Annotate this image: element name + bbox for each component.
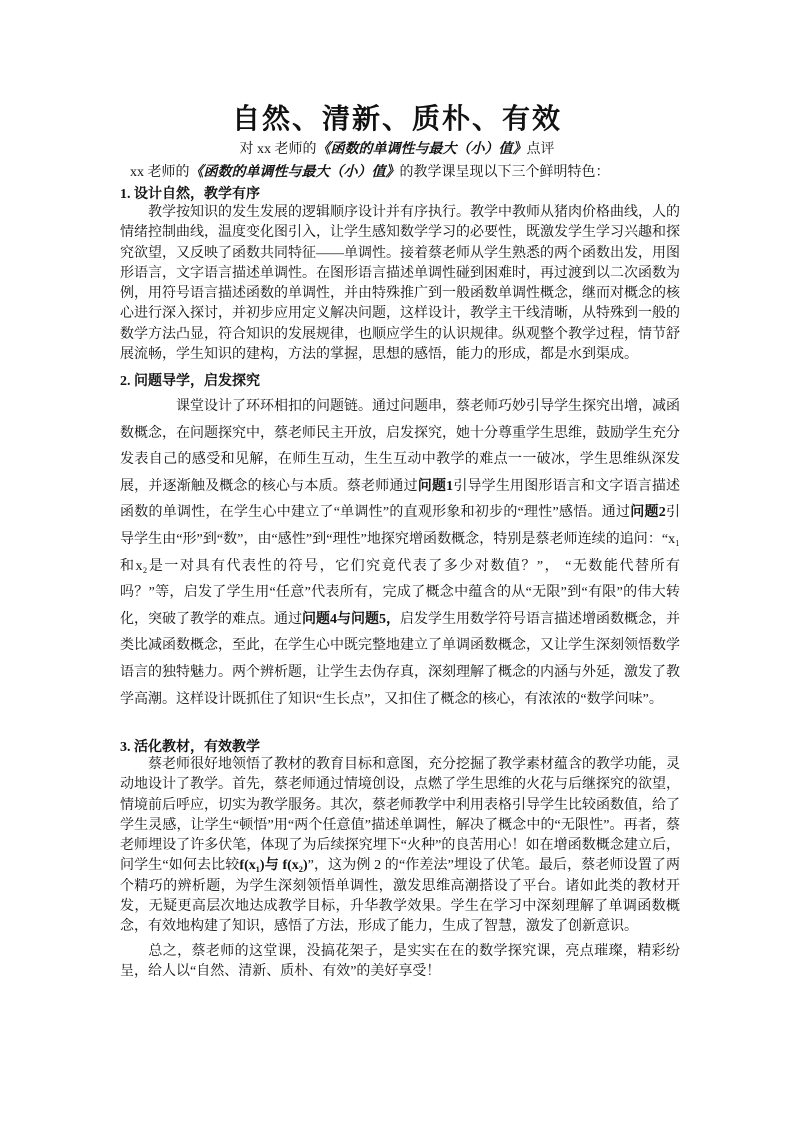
section-2-text-1: 课堂设计了环环相扣的问题链。通过问题串，蔡老师巧妙引导学生探究出增，减函数概念，在问题探究中，蔡老师民主开放，启发探究，她十分尊重学生思维，鼓励学生充分发表自己的感受和见解，在师生互动，生生互动中教学的难点一一破冰，学生思维纵深发展，并逐渐触及概念的核心与本质。蔡老师通过 (120, 399, 680, 494)
subtitle-prefix: 对 xx 老师的 (239, 142, 317, 157)
section-1-heading: 1. 设计自然，教学有序 (120, 187, 260, 202)
subtitle-suffix: 点评 (526, 142, 555, 157)
section-2-question-4-5: 问题4与问题5， (302, 611, 400, 627)
subtitle-lesson-title: 《函数的单调性与最大（小）值》 (316, 142, 527, 157)
section-2-heading: 2. 问题导学，启发探究 (120, 374, 260, 389)
section-3-text-1: 蔡老师很好地领悟了教材的教育目标和意图，充分挖掘了教学素材蕴含的教学功能，灵动地设计了教学。首先，蔡老师通过情境创设，点燃了学生思维的火花与后继探究的欲望，情境前后呼应，切实为教学服务。其次，蔡老师教学中利用表格引导学生比较函数值，给了学生灵感，让学生“顿悟”用“两个任意值”描述单调性，解决了概念中的“无限性”。再者，蔡老师埋设了许多伏笔，体现了为后续探究埋下“火种”的良苦用心！如在增函数概念建立后，问学生“如何去比较 (120, 757, 680, 874)
section-2-paragraph (120, 394, 680, 713)
page-title: 自然、清新、质朴、有效 (231, 102, 562, 135)
intro-prefix: xx 老师的 (130, 165, 190, 180)
intro-suffix: 的教学课呈现以下三个鲜明特色： (399, 165, 610, 180)
section-2-question-1: 问题1 (417, 478, 454, 494)
section-3-heading: 3. 活化教材，有效教学 (120, 740, 260, 755)
conclusion-text: 总之，蔡老师的这堂课，没搞花架子，是实实在在的数学探究课，亮点璀璨，精彩纷呈，给人以“自然、清新、质朴、有效”的美好享受！ (120, 944, 680, 980)
section-3-formula: f(x₁)与 f(x₂) (239, 858, 308, 874)
section-3-paragraph (120, 755, 680, 938)
conclusion-paragraph (120, 942, 680, 983)
section-2-text-3: 引导学生由“形”到“数”，由“感性”到“理性”地探究增函数概念，特别是蔡老师连续的追问：“x₁和x₂是一对具有代表性的符号，它们究竟代表了多少对数值？”， “无数能代替所有吗？”等，启发了学生用“任意”代表所有，完成了概念中蕴含的从“无限”到“有限”的伟大转化，突破了教学的难点。通过 (120, 505, 681, 627)
section-2-text-2: 引导学生用图形语言和文字语言描述函数的单调性，在学生心中建立了“单调性”的直观形象和初步的“理性”感悟。通过 (120, 478, 681, 521)
section-2-text-4: 启发学生用数学符号语言描述增函数概念，并类比减函数概念，至此，在学生心中既完整地建立了单调函数概念，又让学生深刻领悟数学语言的独特魅力。两个辨析题，让学生去伪存真，深刻理解了概念的内涵与外延，激发了教学高潮。这样设计既抓住了知识“生长点”，又扣住了概念的核心，有浓浓的“数学问味”。 (120, 611, 680, 707)
page-subtitle (0, 138, 794, 158)
intro-lesson-title: 《函数的单调性与最大（小）值》 (189, 165, 400, 180)
section-3-text-2: ”，这为例 2 的“作差法”埋设了伏笔。最后，蔡老师设置了两个精巧的辨析题，为学生深刻领悟单调性，激发思维高潮搭设了平台。诸如此类的教材开发，无疑更高层次地达成教学目标，升华教学效果。学生在学习中深刻理解了单调函数概念，有效地构建了知识，感悟了方法，形成了能力，生成了智慧，激发了创新意识。 (120, 858, 680, 935)
section-2-question-2: 问题2 (630, 505, 666, 521)
intro-line (130, 161, 690, 181)
section-1-paragraph (120, 203, 680, 365)
section-1-text: 教学按知识的发生发展的逻辑顺序设计并有序执行。教学中教师从猪肉价格曲线，人的情绪控制曲线，温度变化图引入，让学生感知数学学习的必要性，既激发学生学习兴趣和探究欲望，又反映了函数共同特征——单调性。接着蔡老师从学生熟悉的两个函数出发，用图形语言，文字语言描述单调性。在图形语言描述单调性碰到困难时，再过渡到以二次函数为例，用符号语言描述函数的单调性，并由特殊推广到一般函数单调性概念，继而对概念的核心进行深入探讨，并初步应用定义解决问题，这样设计，教学主干线清晰，从特殊到一般的数学方法凸显，符合知识的发展规律，也顺应学生的认识规律。纵观整个教学过程，情节舒展流畅，学生知识的建构，方法的掌握，思想的感悟，能力的形成，都是水到渠成。 (120, 205, 680, 363)
